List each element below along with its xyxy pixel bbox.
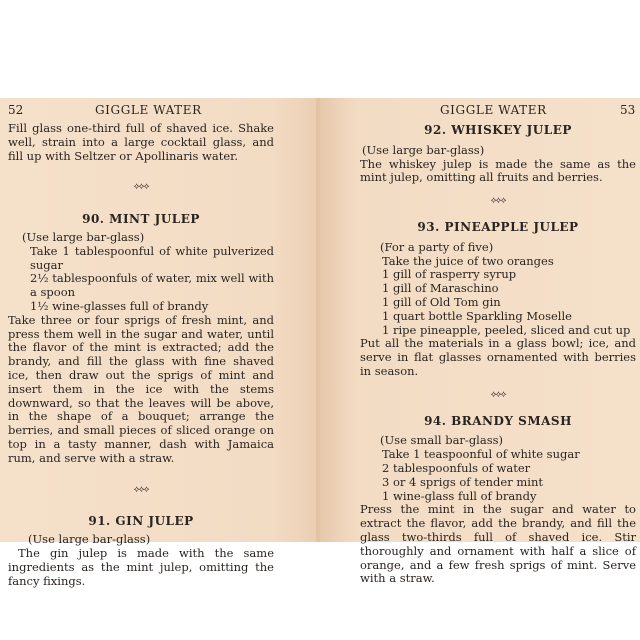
recipe-body-94: Press the mint in the sugar and water to extract the flavor, add the brandy, and fill the glass two-thirds full of shaved ice. Stir thoroughly and ornament with half a slice of orange, and a few fresh sprigs of mint. Serve with a straw.	[360, 502, 636, 586]
ingredient-line: Take 1 tablespoonful of white pulverized sugar	[30, 243, 274, 272]
ornament-divider: ⟡⟡⟡	[133, 182, 149, 193]
ingredient-line: 1 quart bottle Sparkling Moselle	[382, 308, 572, 323]
book-spread	[0, 98, 640, 588]
running-head-right: GIGGLE WATER	[440, 103, 547, 117]
ingredient-line: Take the juice of two oranges	[382, 253, 554, 268]
ornament-divider: ⟡⟡⟡	[490, 389, 506, 400]
ingredient-line: 1½ wine-glasses full of brandy	[30, 298, 209, 313]
recipe-body-92: The whiskey julep is made the same as the mint julep, omitting all fruits and berries.	[360, 156, 636, 185]
right-text-block	[360, 124, 636, 586]
recipe-title-92: 92. WHISKEY JULEP	[424, 123, 572, 137]
recipe-title-90: 90. MINT JULEP	[82, 212, 200, 227]
right-page	[320, 98, 640, 586]
ingredient-line: Take 1 teaspoonful of white sugar	[382, 447, 580, 462]
ingredient-line: 3 or 4 sprigs of tender mint	[382, 474, 543, 489]
recipe-title-91: 91. GIN JULEP	[88, 514, 194, 529]
recipe-title-94: 94. BRANDY SMASH	[424, 413, 572, 428]
ornament-divider: ⟡⟡⟡	[133, 484, 149, 495]
ingredient-line: 1 gill of Old Tom gin	[382, 294, 501, 309]
running-head-left: GIGGLE WATER	[95, 103, 202, 117]
glass-note-93: (For a party of five)	[380, 239, 494, 254]
page-number-right: 53	[620, 103, 636, 117]
left-text-block	[8, 122, 274, 588]
recipe-title-93: 93. PINEAPPLE JULEP	[417, 219, 579, 234]
recipe-body-90: Take three or four sprigs of fresh mint, and press them well in the sugar and water, until the flavor of the mint is extracted; add the brandy, and fill the glass with fine shaved ice, then draw out the sprigs of mint and insert them in the ice with the stems downward, so that the leaves will be above, in the shape of a bouquet; arrange the berries, and small pieces of sliced orange on top in a tasty manner, dash with Jamaica rum, and serve with a straw.	[8, 312, 274, 465]
ingredient-line: 2 tablespoonfuls of water	[382, 460, 531, 475]
recipe-body-91: The gin julep is made with the same ingredients as the mint julep, omitting the fancy fixings.	[8, 545, 274, 588]
ingredient-line: 2½ tablespoonfuls of water, mix well with a spoon	[30, 271, 274, 300]
glass-note-94: (Use small bar-glass)	[380, 433, 504, 448]
glass-note-91: (Use large bar-glass)	[28, 532, 151, 547]
ingredient-line: 1 gill of rasperry syrup	[382, 267, 517, 282]
ingredient-line: 1 gill of Maraschino	[382, 281, 499, 296]
ingredient-line: 1 ripe pineapple, peeled, sliced and cut up	[382, 322, 631, 337]
glass-note-90: (Use large bar-glass)	[22, 229, 145, 244]
page-number-left: 52	[8, 103, 24, 117]
continuation-paragraph: Fill glass one-third full of shaved ice. Shake well, strain into a large cocktail glass, and fill up with Seltzer or Apollinaris water.	[8, 121, 274, 163]
ingredient-line: 1 wine-glass full of brandy	[382, 488, 537, 503]
glass-note-92: (Use large bar-glass)	[362, 142, 485, 157]
recipe-body-93: Put all the materials in a glass bowl; ice, and serve in flat glasses ornamented with berries in season.	[360, 336, 636, 378]
ornament-divider: ⟡⟡⟡	[490, 196, 506, 207]
left-page	[0, 98, 320, 588]
